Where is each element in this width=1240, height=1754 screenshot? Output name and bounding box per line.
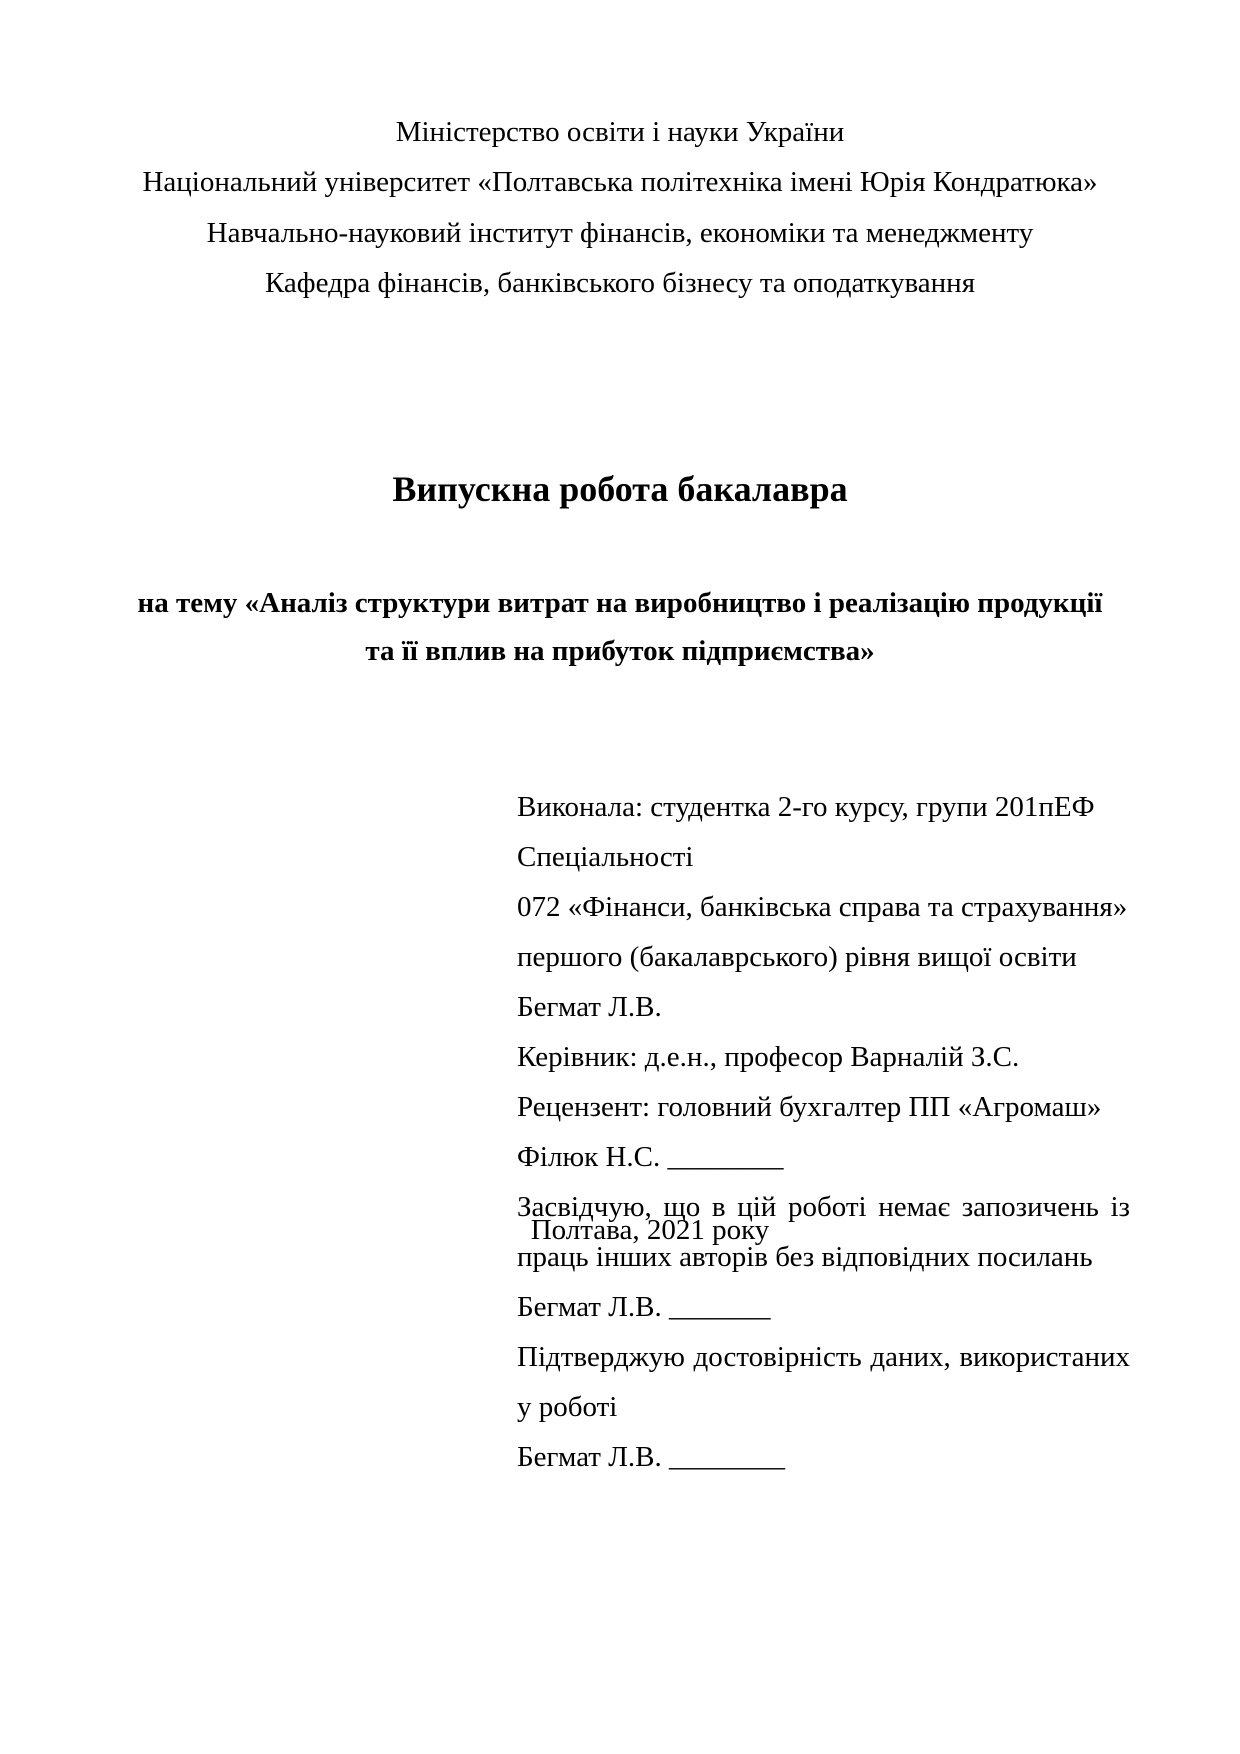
info-line: Бегмат Л.В.	[517, 991, 662, 1023]
ministry-line: Міністерство освіти і науки України	[395, 116, 845, 148]
info-line: Керівник: д.е.н., професор Варналій З.С.	[517, 1041, 1020, 1073]
document-title: Випускна робота бакалавра	[392, 469, 848, 509]
info-line: Спеціальності	[517, 841, 694, 873]
university-line: Національний університет «Полтавська політехніка імені Юрія Кондратюка»	[142, 166, 1098, 198]
info-line: Засвідчую, що в цій роботі немає запозичень із	[517, 1191, 1130, 1223]
info-line: першого (бакалаврського) рівня вищої освіти	[517, 941, 1077, 973]
footer-city-year: Полтава, 2021 року	[530, 1214, 770, 1246]
info-line: Підтверджую достовірність даних, використаних	[517, 1341, 1130, 1373]
info-line: Бегмат Л.В. _______	[517, 1291, 771, 1323]
info-line: Виконала: студентка 2-го курсу, групи 201пЕФ	[517, 791, 1095, 823]
info-line: у роботі	[517, 1391, 618, 1423]
author-info-block	[517, 782, 1130, 1482]
info-line: 072 «Фінанси, банківська справа та страхування»	[517, 891, 1128, 923]
institute-line: Навчально-науковий інститут фінансів, економіки та менеджменту	[206, 217, 1034, 249]
info-line: Бегмат Л.В. ________	[517, 1441, 785, 1473]
topic-line-1: на тему «Аналіз структури витрат на виробництво і реалізацію продукції	[137, 587, 1103, 619]
info-line: Філюк Н.С. ________	[517, 1141, 784, 1173]
topic-line-2: та її вплив на прибуток підприємства»	[365, 635, 875, 667]
info-line: Рецензент: головний бухгалтер ПП «Агромаш»	[517, 1091, 1102, 1123]
department-line: Кафедра фінансів, банківського бізнесу та оподаткування	[264, 267, 976, 299]
info-line: праць інших авторів без відповідних посилань	[517, 1241, 1093, 1273]
